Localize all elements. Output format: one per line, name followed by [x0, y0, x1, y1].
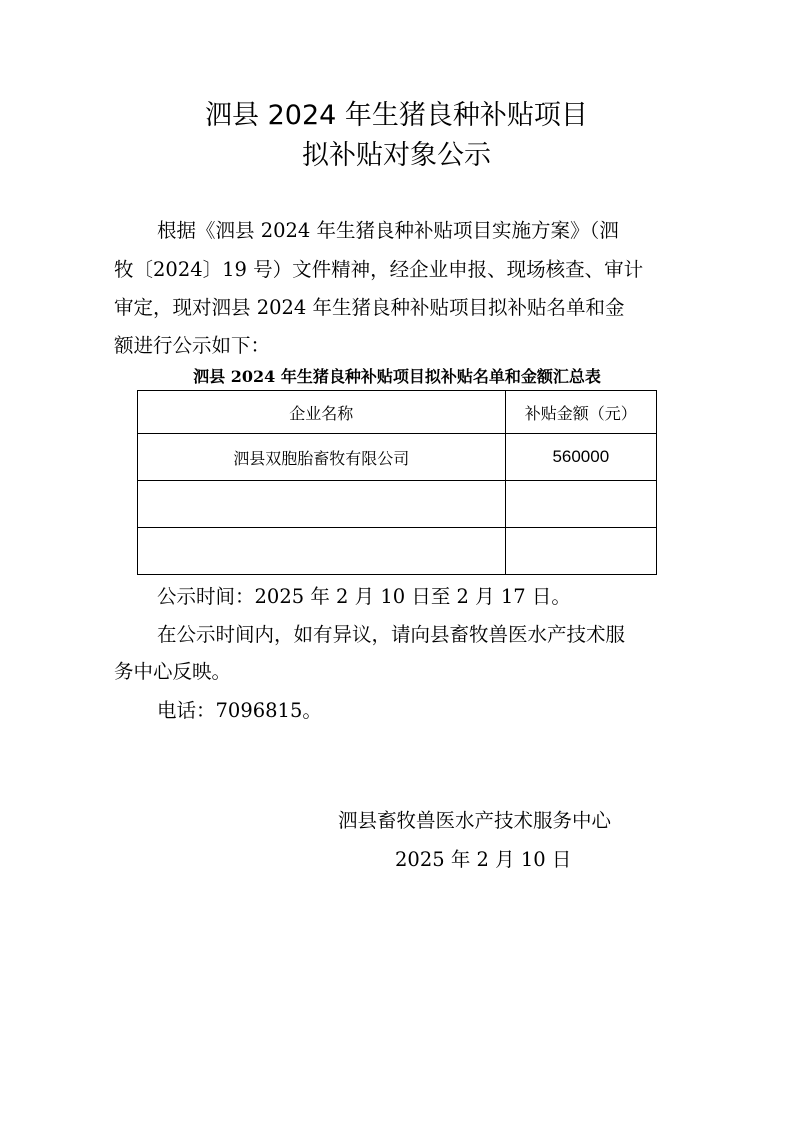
notice-phone: 电话：7096815。	[157, 699, 322, 722]
header-company: 企业名称	[138, 391, 506, 434]
table-row	[138, 528, 657, 575]
header-amount: 补贴金额（元）	[505, 391, 656, 434]
table-row	[138, 481, 657, 528]
intro-line-4: 额进行公示如下：	[114, 334, 271, 357]
title-line-1: 泗县 2024 年生猪良种补贴项目	[205, 100, 588, 131]
intro-line-2: 牧〔2024〕19 号）文件精神，经企业申报、现场核查、审计	[114, 258, 644, 281]
cell-company	[138, 481, 506, 528]
signature-org: 泗县畜牧兽医水产技术服务中心	[338, 809, 612, 832]
table-row	[138, 434, 657, 481]
cell-amount: 560000	[505, 434, 656, 481]
title-line-2: 拟补贴对象公示	[302, 140, 491, 171]
cell-amount	[505, 481, 656, 528]
cell-company: 泗县双胞胎畜牧有限公司	[138, 434, 506, 481]
subsidy-table	[137, 390, 657, 575]
intro-line-3: 审定，现对泗县 2024 年生猪良种补贴项目拟补贴名单和金	[114, 296, 625, 319]
cell-amount	[505, 528, 656, 575]
table-header-row	[138, 391, 657, 434]
cell-company	[138, 528, 506, 575]
intro-line-1: 根据《泗县 2024 年生猪良种补贴项目实施方案》（泗	[157, 219, 619, 242]
notice-period: 公示时间：2025 年 2 月 10 日至 2 月 17 日。	[157, 585, 571, 608]
signature-date: 2025 年 2 月 10 日	[395, 848, 572, 871]
notice-objection-line-1: 在公示时间内，如有异议，请向县畜牧兽医水产技术服	[157, 623, 626, 646]
table-caption: 泗县 2024 年生猪良种补贴项目拟补贴名单和金额汇总表	[193, 367, 601, 386]
notice-objection-line-2: 务中心反映。	[114, 660, 232, 683]
